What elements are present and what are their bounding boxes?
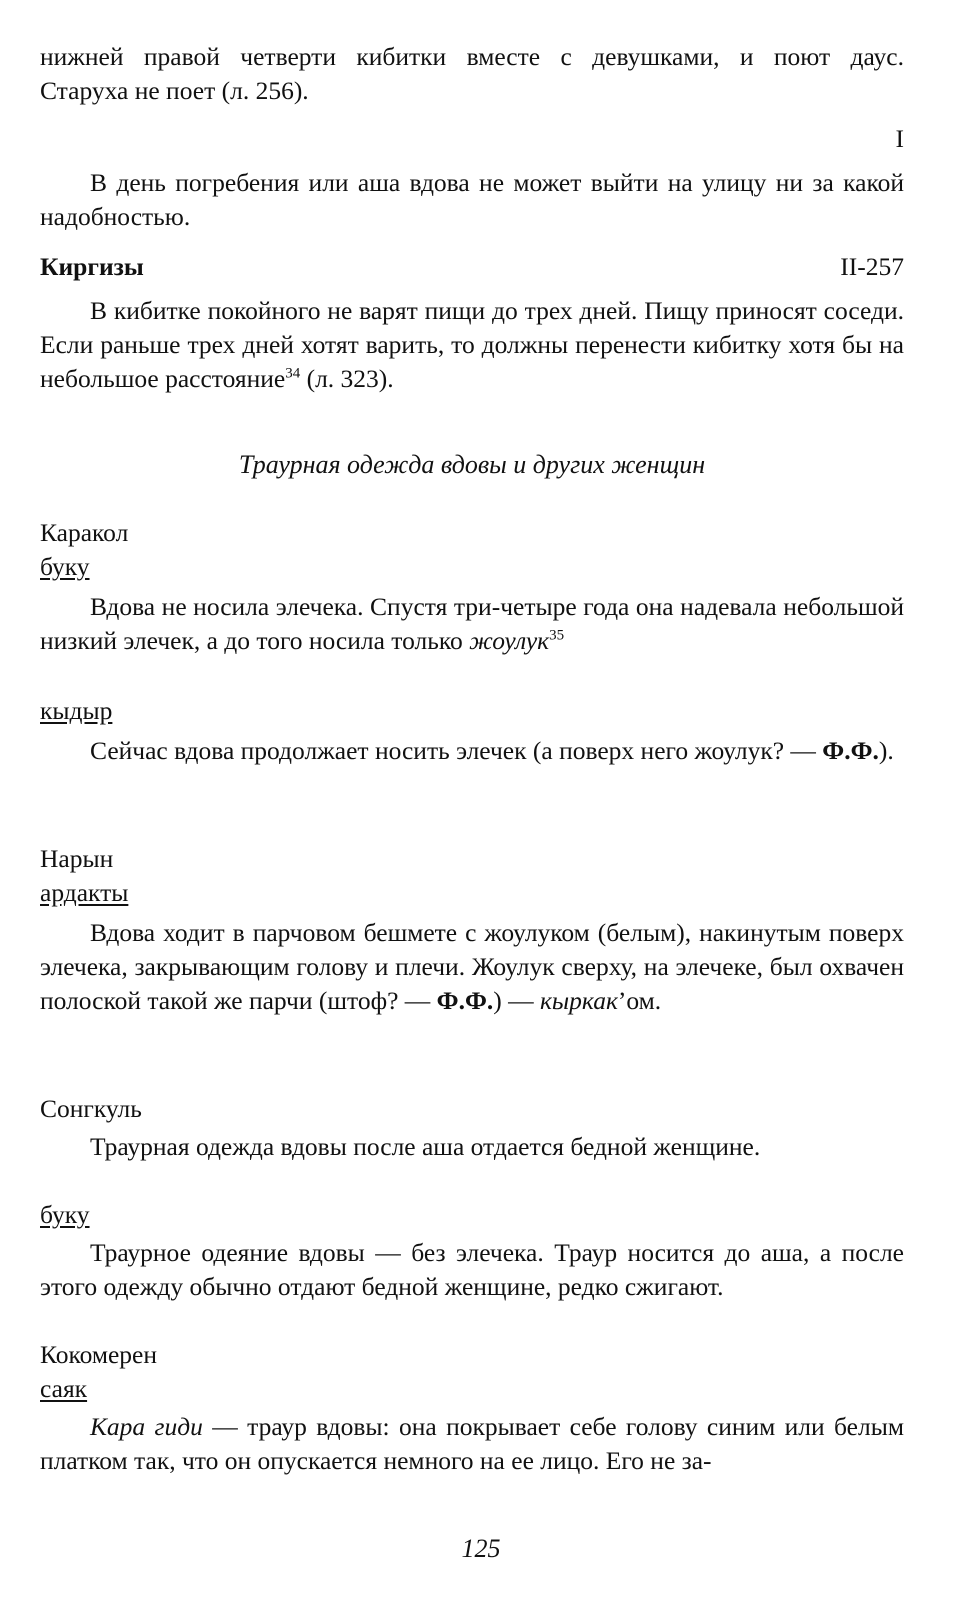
karakol-kydyr-text-end: ). <box>878 736 894 765</box>
place-kokomeren: Кокомерен <box>40 1340 158 1369</box>
term-kara-gidi: Кара гиди <box>90 1412 203 1441</box>
kirgiz-paragraph <box>40 294 904 396</box>
place-naryn: Нарын <box>40 844 114 873</box>
naryn-text: Вдова ходит в парчовом бешмете с жоулуком (белым), накинутым поверх элечека, закрывающим голову и плечи. Жоулук сверху, на элечеке, был охвачен полоской такой же парчи (штоф? — <box>40 918 904 1015</box>
footnote-34: 34 <box>285 365 301 382</box>
term-kyrkak: кыркак <box>539 986 618 1015</box>
naryn-text-mid: ) — <box>493 986 540 1015</box>
naryn-text-end: ’ом. <box>617 986 662 1015</box>
place-karakol: Каракол <box>40 518 129 547</box>
songkul-paragraph-1: Траурная одежда вдовы после аша отдается бедной женщине. <box>90 1132 761 1161</box>
kirgiz-heading: Киргизы <box>40 252 144 281</box>
clan-sayak: саяк <box>40 1374 88 1403</box>
kirgiz-text: В кибитке покойного не варят пищи до трех дней. Пищу приносят соседи. Если раньше трех дней хотят варить, то должны перенести кибитку хотя бы на небольшое расстояние <box>40 296 904 393</box>
kirgiz-heading-row <box>40 250 904 284</box>
kokomeren-text: — траур вдовы: она покрывает себе голову синим или белым платком так, что он опускается немного на ее лицо. Его не за- <box>40 1412 904 1475</box>
footnote-35: 35 <box>549 627 565 644</box>
kirgiz-text-end: (л. 323). <box>300 364 394 393</box>
top-paragraph-line2: Старуха не поет (л. 256). <box>40 76 309 105</box>
karakol-kydyr-paragraph <box>40 734 904 768</box>
top-paragraph <box>40 40 904 108</box>
clan-buku-karakol: буку <box>40 552 90 581</box>
section-title: Траурная одежда вдовы и других женщин <box>238 450 706 479</box>
kirgiz-reference: II-257 <box>840 252 904 281</box>
clan-kydyr: кыдыр <box>40 696 113 725</box>
page-number: 125 <box>461 1534 501 1563</box>
naryn-paragraph <box>40 916 904 1018</box>
kokomeren-paragraph <box>40 1410 904 1478</box>
karakol-buku-paragraph <box>40 590 904 658</box>
songkul-paragraph-2: Траурное одеяние вдовы — без элечека. Траур носится до аша, а после этого одежду обычно отдают бедной женщине, редко сжигают. <box>40 1238 904 1301</box>
burial-paragraph: В день погребения или аша вдова не может выйти на улицу ни за какой надобностью. <box>40 168 904 231</box>
editor-initials-naryn: Ф.Ф. <box>436 986 494 1015</box>
karakol-buku-text: Вдова не носила элечека. Спустя три-четыре года она надевала небольшой низкий элечек, а до того носила только <box>40 592 904 655</box>
place-songkul: Сонгкуль <box>40 1094 142 1123</box>
clan-ardakty: ардакты <box>40 878 129 907</box>
karakol-kydyr-text: Сейчас вдова продолжает носить элечек (а поверх него жоулук? — <box>90 736 823 765</box>
editor-initials: Ф.Ф. <box>822 736 879 765</box>
section-marker: I <box>895 124 904 153</box>
term-joulouk: жоулук <box>469 626 550 655</box>
top-paragraph-line1: нижней правой четверти кибитки вместе с девушками, и поют даус. <box>40 42 904 71</box>
clan-buku-songkul: буку <box>40 1200 90 1229</box>
